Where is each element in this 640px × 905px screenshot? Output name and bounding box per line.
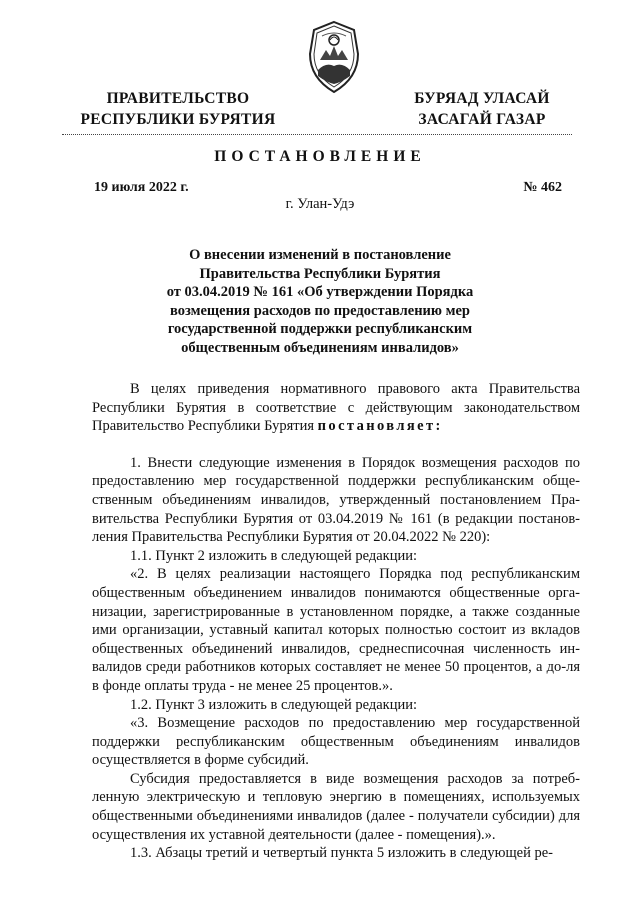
header-right-line2: ЗАСАГАЙ ГАЗАР [418, 111, 546, 128]
subject-line: О внесении изменений в постановление [189, 247, 451, 263]
paragraph-clause-3: «3. Возмещение расходов по предоставлению мер государственной поддержки республиканским общественным объединениям инвалидов осуществляется в форме субсидий. [92, 715, 580, 769]
paragraph-subsidy: Субсидия предоставляется в виде возмещения расходов за потреб-ленную электрическую и тепловую энергию в помещениях, используемых общественными объединениями инвалидов (далее - получатели субсидии) для осуществления их уставной деятельности (далее - помещения).». [92, 770, 580, 843]
header-left-line1: ПРАВИТЕЛЬСТВО [106, 90, 250, 107]
document-city: г. Улан-Удэ [285, 196, 355, 212]
paragraph-1: 1. Внести следующие изменения в Порядок возмещения расходов по предоставлению мер государственной поддержки республиканским обще-ственным объединениям инвалидов, утвержденный постановлением Пра-вительства Республики Бурятия от 03.04.2019 № 161 (в редакции постанов-ления Правительства Республики Бурятия от 20.04.2022 № 220): [92, 454, 580, 546]
subject-line: от 03.04.2019 № 161 «Об утверждении Порядка [166, 284, 474, 301]
subject-line: общественным объединениям инвалидов» [181, 339, 459, 356]
document-body [92, 380, 580, 863]
document-date: 19 июля 2022 г. [94, 180, 189, 195]
document-subject [100, 246, 540, 358]
document-number: № 462 [523, 180, 562, 195]
paragraph-1-2: 1.2. Пункт 3 изложить в следующей редакции: [130, 696, 418, 713]
preamble-resolves: постановляет: [317, 418, 443, 435]
document-type-title: ПОСТАНОВЛЕНИЕ [214, 148, 426, 165]
paragraph-clause-2: «2. В целях реализации настоящего Порядка под республиканским общественным объединением инвалидов понимаются общественные орга-низации, зарегистрированные в установленном порядке, а также созданные ими организации, уставный капитал которых полностью состоит из вкладов общественных объединений инвалидов, среднесписочная численность ин-валидов среди работников которых составляет не менее 50 процентов, а до-ля в фонде оплаты труда - не менее 25 процентов.». [92, 566, 580, 694]
preamble-paragraph [92, 380, 580, 436]
paragraph-1-1: 1.1. Пункт 2 изложить в следующей редакции: [130, 547, 418, 564]
header-left-line2: РЕСПУБЛИКИ БУРЯТИЯ [80, 111, 276, 128]
header-right [382, 88, 582, 130]
coat-of-arms-icon [304, 20, 364, 96]
header-left [78, 88, 278, 130]
subject-line: государственной поддержки республиканским [167, 321, 473, 338]
preamble-text: В целях приведения нормативного правового акта Правительства Республики Бурятия в соответствие с действующим законодательством Правительство Республики Бурятия [92, 381, 580, 435]
header-divider [62, 134, 572, 135]
header-right-line1: БУРЯАД УЛАСАЙ [414, 90, 550, 107]
paragraph-1-3: 1.3. Абзацы третий и четвертый пункта 5 изложить в следующей ре- [130, 845, 554, 862]
subject-line: возмещения расходов по предоставлению мер [169, 302, 470, 319]
subject-line: Правительства Республики Бурятия [199, 265, 441, 282]
